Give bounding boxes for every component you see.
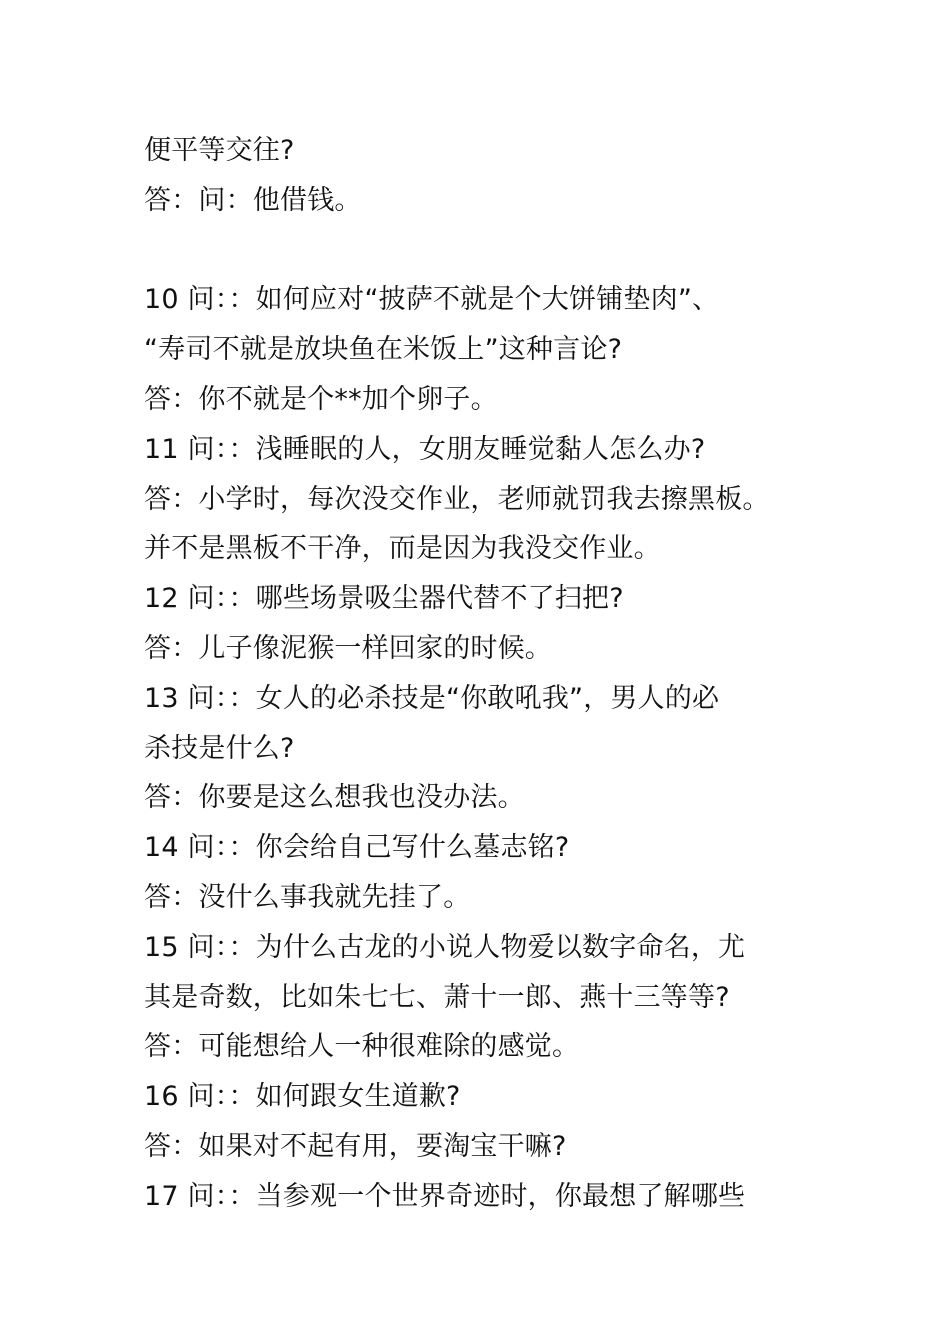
question-line: 15 问：：为什么古龙的小说人物爱以数字命名，尤 xyxy=(144,931,746,963)
answer-line: 答：你要是这么想我也没办法。 xyxy=(144,782,525,814)
question-line-continued: “寿司不就是放块鱼在米饭上”这种言论? xyxy=(144,334,623,366)
question-line: 14 问：：你会给自己写什么墓志铭? xyxy=(144,832,570,864)
answer-line: 答：问：他借钱。 xyxy=(144,184,362,216)
answer-line: 答：小学时，每次没交作业，老师就罚我去擦黑板。 xyxy=(144,483,770,515)
document-body xyxy=(144,126,816,1222)
text-line: 便平等交往? xyxy=(144,135,295,166)
question-line: 13 问：：女人的必杀技是“你敢吼我”，男人的必 xyxy=(144,682,720,714)
question-line: 16 问：：如何跟女生道歉? xyxy=(144,1081,461,1113)
blank-line xyxy=(144,226,816,276)
question-line: 12 问：：哪些场景吸尘器代替不了扫把? xyxy=(144,583,624,615)
answer-line: 答：没什么事我就先挂了。 xyxy=(144,881,471,913)
answer-line: 答：你不就是个**加个卵子。 xyxy=(144,383,498,415)
question-line: 11 问：：浅睡眠的人，女朋友睡觉黏人怎么办? xyxy=(144,433,706,465)
question-line: 10 问：：如何应对“披萨不就是个大饼铺垫肉”、 xyxy=(144,284,720,316)
answer-line-continued: 并不是黑板不干净，而是因为我没交作业。 xyxy=(144,533,661,565)
question-line: 17 问：：当参观一个世界奇迹时，你最想了解哪些 xyxy=(144,1180,746,1212)
question-line-continued: 杀技是什么? xyxy=(144,732,295,764)
answer-line: 答：如果对不起有用，要淘宝干嘛? xyxy=(144,1130,567,1162)
question-line-continued: 其是奇数，比如朱七七、萧十一郎、燕十三等等? xyxy=(144,981,730,1013)
answer-line: 答：可能想给人一种很难除的感觉。 xyxy=(144,1031,580,1063)
answer-line: 答：儿子像泥猴一样回家的时候。 xyxy=(144,632,552,664)
